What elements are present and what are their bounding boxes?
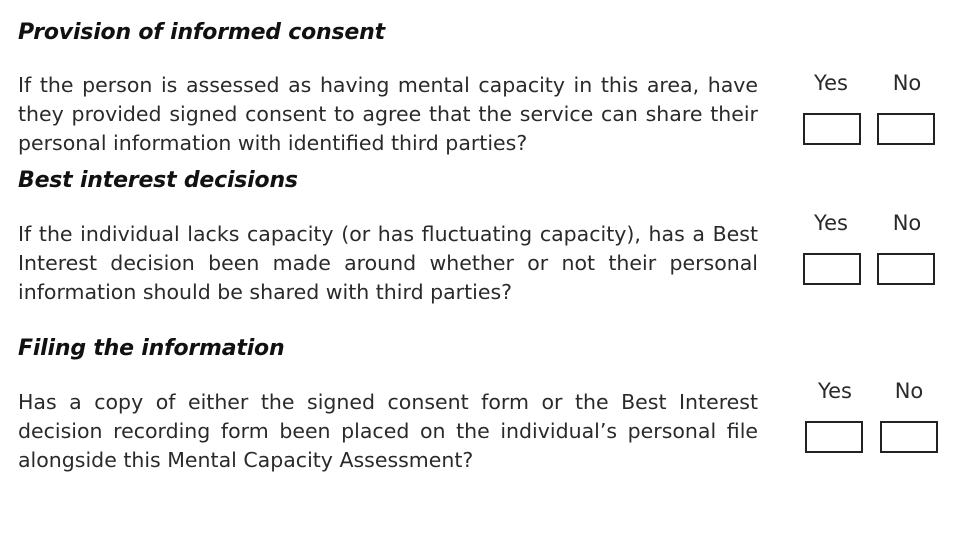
no-label: No [892,211,922,235]
yes-label: Yes [818,379,852,403]
question-informed-consent: If the person is assessed as having mental capacity in this area, have they provided signed consent to agree that the service can share their personal information with identified third parties? [18,73,758,155]
section-heading-best-interest: Best interest decisions [18,168,298,193]
filing-yes-checkbox[interactable] [805,421,863,453]
best-interest-yes-checkbox[interactable] [803,253,861,285]
informed-consent-no-checkbox[interactable] [877,113,935,145]
no-label: No [894,379,924,403]
section-heading-informed-consent: Provision of informed consent [18,20,385,45]
filing-no-checkbox[interactable] [880,421,938,453]
question-filing: Has a copy of either the signed consent form or the Best Interest decision recording form been placed on the individual’s personal file alongside this Mental Capacity Assessment? [18,390,758,472]
yes-label: Yes [814,71,848,95]
question-best-interest: If the individual lacks capacity (or has fluctuating capacity), has a Best Interest decision been made around whether or not their personal information should be shared with third parties? [18,222,758,304]
best-interest-no-checkbox[interactable] [877,253,935,285]
section-heading-filing: Filing the information [18,336,285,361]
yes-label: Yes [814,211,848,235]
informed-consent-yes-checkbox[interactable] [803,113,861,145]
no-label: No [892,71,922,95]
